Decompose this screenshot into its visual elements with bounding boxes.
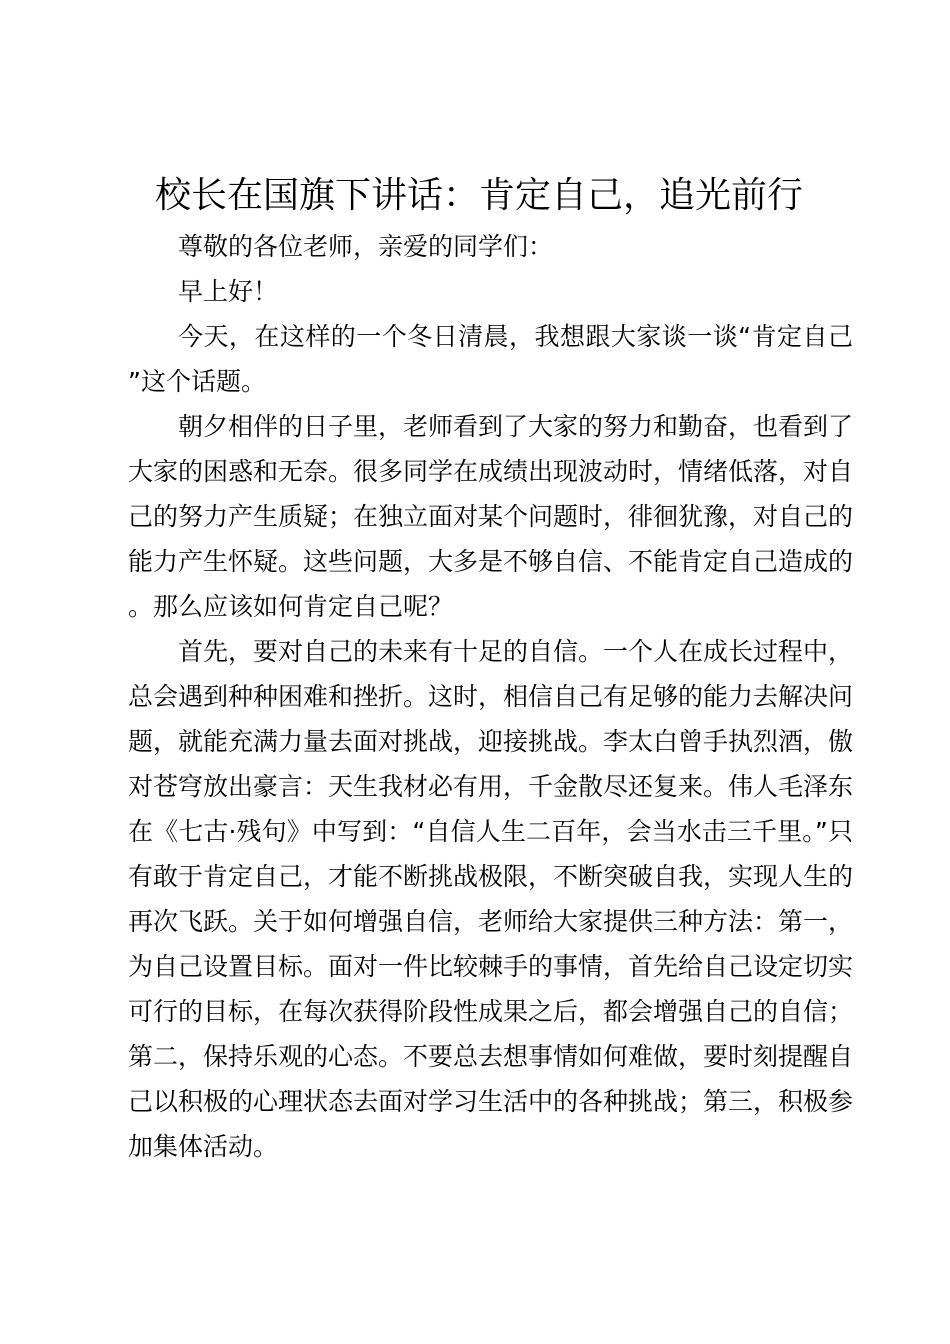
salutation-paragraph: 尊敬的各位老师，亲爱的同学们：: [178, 232, 554, 261]
document-title: 校长在国旗下讲话：肯定自己，追光前行: [154, 175, 803, 216]
problem-paragraph: 朝夕相伴的日子里，老师看到了大家的努力和勤奋，也看到了大家的困惑和无奈。很多同学在成绩出现波动时，情绪低落，对自己的努力产生质疑；在独立面对某个问题时，徘徊犹豫，对自己的能力产生怀疑。这些问题，大多是不够自信、不能肯定自己造成的。那么应该如何肯定自己呢？: [128, 412, 854, 621]
confidence-paragraph: 首先，要对自己的未来有十足的自信。一个人在成长过程中，总会遇到种种困难和挫折。这时，相信自己有足够的能力去解决问题，就能充满力量去面对挑战，迎接挑战。李太白曾手执烈酒，傲对苍穹放出豪言：天生我材必有用，千金散尽还复来。伟人毛泽东在《七古·残句》中写到：“自信人生二百年，会当水击三千里。”只有敢于肯定自己，才能不断挑战极限，不断突破自我，实现人生的再次飞跃。关于如何增强自信，老师给大家提供三种方法：第一，为自己设置目标。面对一件比较棘手的事情，首先给自己设定切实可行的目标，在每次获得阶段性成果之后，都会增强自己的自信；第二，保持乐观的心态。不要总去想事情如何难做，要时刻提醒自己以积极的心理状态去面对学习生活中的各种挑战；第三，积极参加集体活动。: [128, 637, 854, 1161]
intro-paragraph: 今天，在这样的一个冬日清晨，我想跟大家谈一谈“肯定自己”这个话题。: [128, 322, 853, 396]
document-body: [128, 224, 853, 1169]
greeting-paragraph: 早上好！: [178, 277, 279, 306]
